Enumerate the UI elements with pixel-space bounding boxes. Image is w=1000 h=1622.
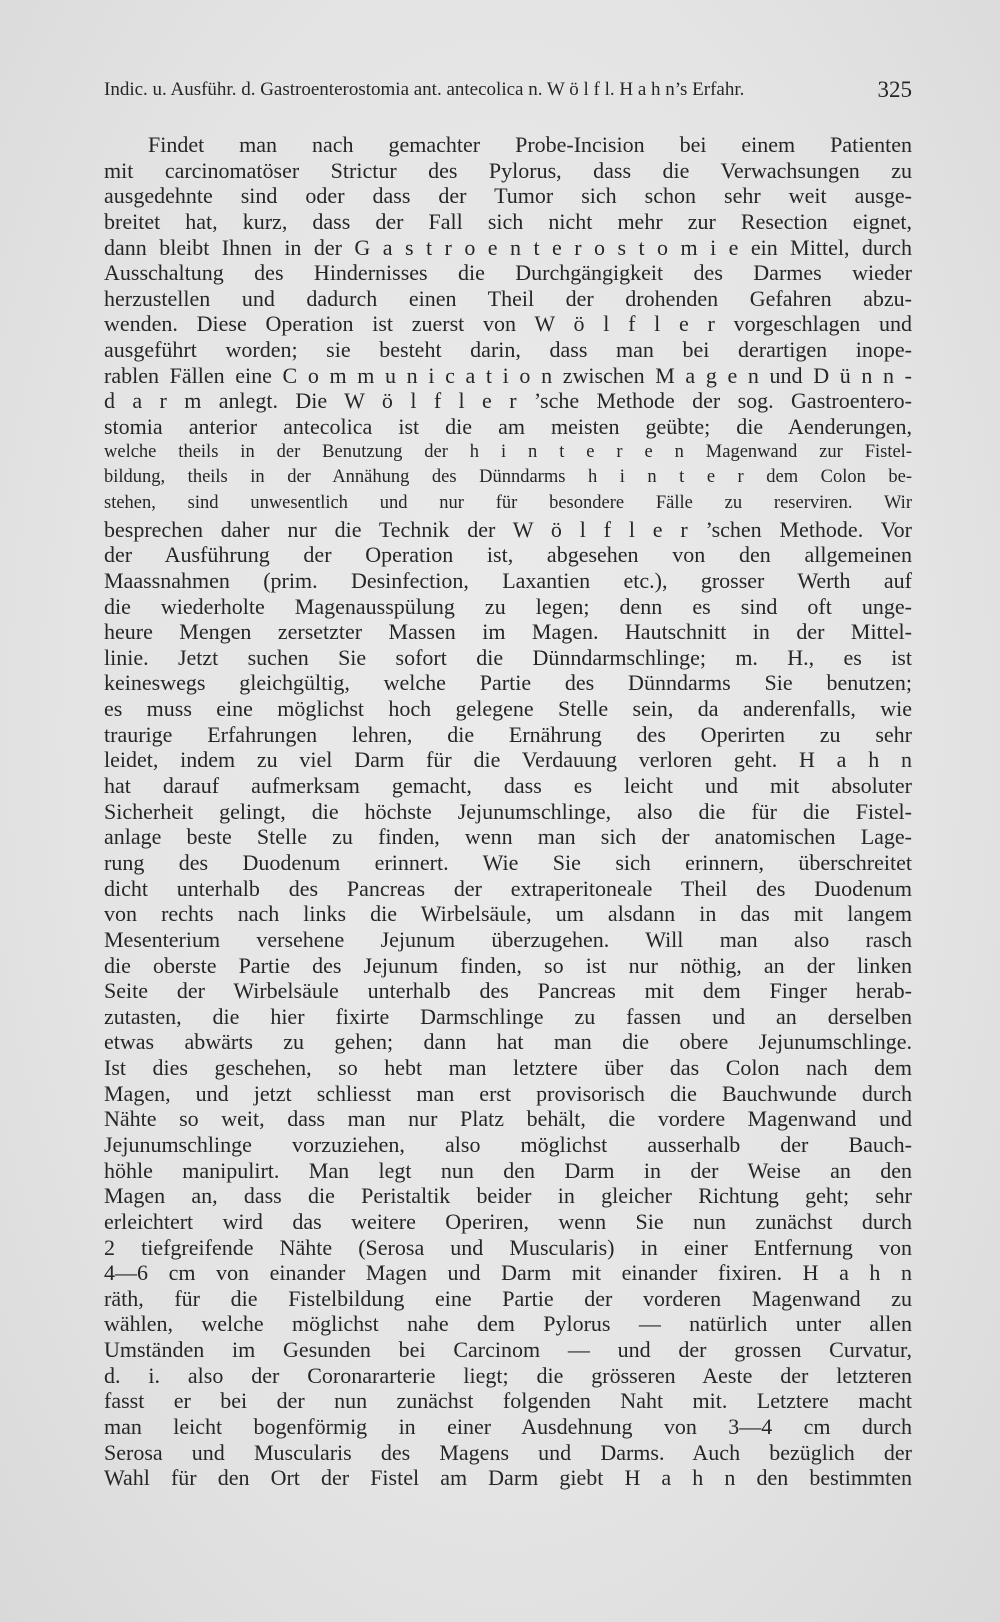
text-line: Seite der Wirbelsäule unterhalb des Pancreas mit dem Finger herab-	[104, 978, 912, 1004]
text-line: breitet hat, kurz, dass der Fall sich nicht mehr zur Resection eignet,	[104, 208, 912, 234]
text-line: Magen an, dass die Peristaltik beider in gleicher Richtung geht; sehr	[104, 1183, 912, 1209]
text-line: räth, für die Fistelbildung eine Partie der vorderen Magenwand zu	[104, 1285, 912, 1311]
text-line: Sicherheit gelingt, die höchste Jejunumschlinge, also die für die Fistel-	[104, 798, 912, 824]
text-line: d. i. also der Coronararterie liegt; die grösseren Aeste der letzteren	[104, 1362, 912, 1388]
text-line: welche theils in der Benutzung der h i n t e r e n Magenwand zur Fistel-	[104, 441, 912, 462]
text-line: es muss eine möglichst hoch gelegene Stelle sein, da anderenfalls, wie	[104, 696, 912, 722]
text-line: von rechts nach links die Wirbelsäule, um alsdann in das mit langem	[104, 901, 912, 927]
text-line: Umständen im Gesunden bei Carcinom — und der grossen Curvatur,	[104, 1337, 912, 1363]
text-line: mit carcinomatöser Strictur des Pylorus, dass die Verwachsungen zu	[104, 157, 912, 183]
text-line: leidet, indem zu viel Darm für die Verdauung verloren geht. H a h n	[104, 747, 912, 773]
text-line: d a r m anlegt. Die W ö l f l e r ’sche Methode der sog. Gastroentero-	[104, 388, 912, 414]
text-line: zutasten, die hier fixirte Darmschlinge zu fassen und an derselben	[104, 1003, 912, 1029]
text-line: etwas abwärts zu gehen; dann hat man die obere Jejunumschlinge.	[104, 1029, 912, 1055]
text-line: stehen, sind unwesentlich und nur für besondere Fälle zu reserviren. Wir	[104, 492, 912, 513]
text-line: Ist dies geschehen, so hebt man letztere über das Colon nach dem	[104, 1055, 912, 1081]
text-line: traurige Erfahrungen lehren, die Ernährung des Operirten zu sehr	[104, 721, 912, 747]
text-line: dann bleibt Ihnen in der G a s t r o e n t e r o s t o m i e ein Mittel, durch	[104, 234, 912, 260]
body-text	[104, 132, 912, 1517]
text-line: anlage beste Stelle zu finden, wenn man sich der anatomischen Lage-	[104, 824, 912, 850]
text-line: man leicht bogenförmig in einer Ausdehnung von 3—4 cm durch	[104, 1414, 912, 1440]
page-number: 325	[877, 77, 912, 102]
text-line: hat darauf aufmerksam gemacht, dass es leicht und mit absoluter	[104, 773, 912, 799]
text-line: 4—6 cm von einander Magen und Darm mit einander fixiren. H a h n	[104, 1260, 912, 1286]
text-line: die oberste Partie des Jejunum finden, so ist nur nöthig, an der linken	[104, 952, 912, 978]
text-line: die wiederholte Magenausspülung zu legen; denn es sind oft unge-	[104, 593, 912, 619]
text-line: rablen Fällen eine C o m m u n i c a t i o n zwischen M a g e n und D ü n n -	[104, 362, 912, 388]
text-line: ausgeführt worden; sie besteht darin, dass man bei derartigen inope-	[104, 337, 912, 363]
text-line: Findet man nach gemachter Probe-Incision bei einem Patienten	[148, 132, 912, 157]
text-line: Magen, und jetzt schliesst man erst provisorisch die Bauchwunde durch	[104, 1080, 912, 1106]
text-line: Mesenterium versehene Jejunum überzugehen. Will man also rasch	[104, 926, 912, 952]
text-line: 2 tiefgreifende Nähte (Serosa und Muscularis) in einer Entfernung von	[104, 1234, 912, 1260]
text-line: heure Mengen zersetzter Massen im Magen. Hautschnitt in der Mittel-	[104, 619, 912, 645]
text-line: keineswegs gleichgültig, welche Partie des Dünndarms Sie benutzen;	[104, 670, 912, 696]
text-line: Maassnahmen (prim. Desinfection, Laxantien etc.), grosser Werth auf	[104, 567, 912, 593]
text-line: Jejunumschlinge vorzuziehen, also möglichst ausserhalb der Bauch-	[104, 1131, 912, 1157]
text-line: besprechen daher nur die Technik der W ö l f l e r ’schen Methode. Vor	[104, 516, 912, 542]
text-line: Ausschaltung des Hindernisses die Durchgängigkeit des Darmes wieder	[104, 260, 912, 286]
text-line: höhle manipulirt. Man legt nun den Darm in der Weise an den	[104, 1157, 912, 1183]
running-header	[104, 74, 912, 106]
text-line: herzustellen und dadurch einen Theil der drohenden Gefahren abzu-	[104, 285, 912, 311]
text-line: rung des Duodenum erinnert. Wie Sie sich erinnern, überschreitet	[104, 849, 912, 875]
text-line: bildung, theils in der Annähung des Dünndarms h i n t e r dem Colon be-	[104, 467, 912, 488]
text-line: dicht unterhalb des Pancreas der extraperitoneale Theil des Duodenum	[104, 875, 912, 901]
text-line: wählen, welche möglichst nahe dem Pylorus — natürlich unter allen	[104, 1311, 912, 1337]
text-line: Serosa und Muscularis des Magens und Darms. Auch bezüglich der	[104, 1439, 912, 1465]
text-line: Nähte so weit, dass man nur Platz behält, die vordere Magenwand und	[104, 1106, 912, 1132]
text-line: linie. Jetzt suchen Sie sofort die Dünndarmschlinge; m. H., es ist	[104, 644, 912, 670]
text-line: Wahl für den Ort der Fistel am Darm giebt H a h n den bestimmten	[104, 1465, 912, 1491]
text-line: der Ausführung der Operation ist, abgesehen von den allgemeinen	[104, 542, 912, 568]
text-line: stomia anterior antecolica ist die am meisten geübte; die Aenderungen,	[104, 414, 912, 440]
text-line: fasst er bei der nun zunächst folgenden Naht mit. Letztere macht	[104, 1388, 912, 1414]
text-line: ausgedehnte sind oder dass der Tumor sich schon sehr weit ausge-	[104, 183, 912, 209]
text-line: wenden. Diese Operation ist zuerst von W ö l f l e r vorgeschlagen und	[104, 311, 912, 337]
text-line: erleichtert wird das weitere Operiren, wenn Sie nun zunächst durch	[104, 1208, 912, 1234]
text-line	[104, 1491, 912, 1517]
running-title: Indic. u. Ausführ. d. Gastroenterostomia ant. antecolica n. W ö l f l. H a h n’s Erfahr.	[104, 79, 745, 100]
